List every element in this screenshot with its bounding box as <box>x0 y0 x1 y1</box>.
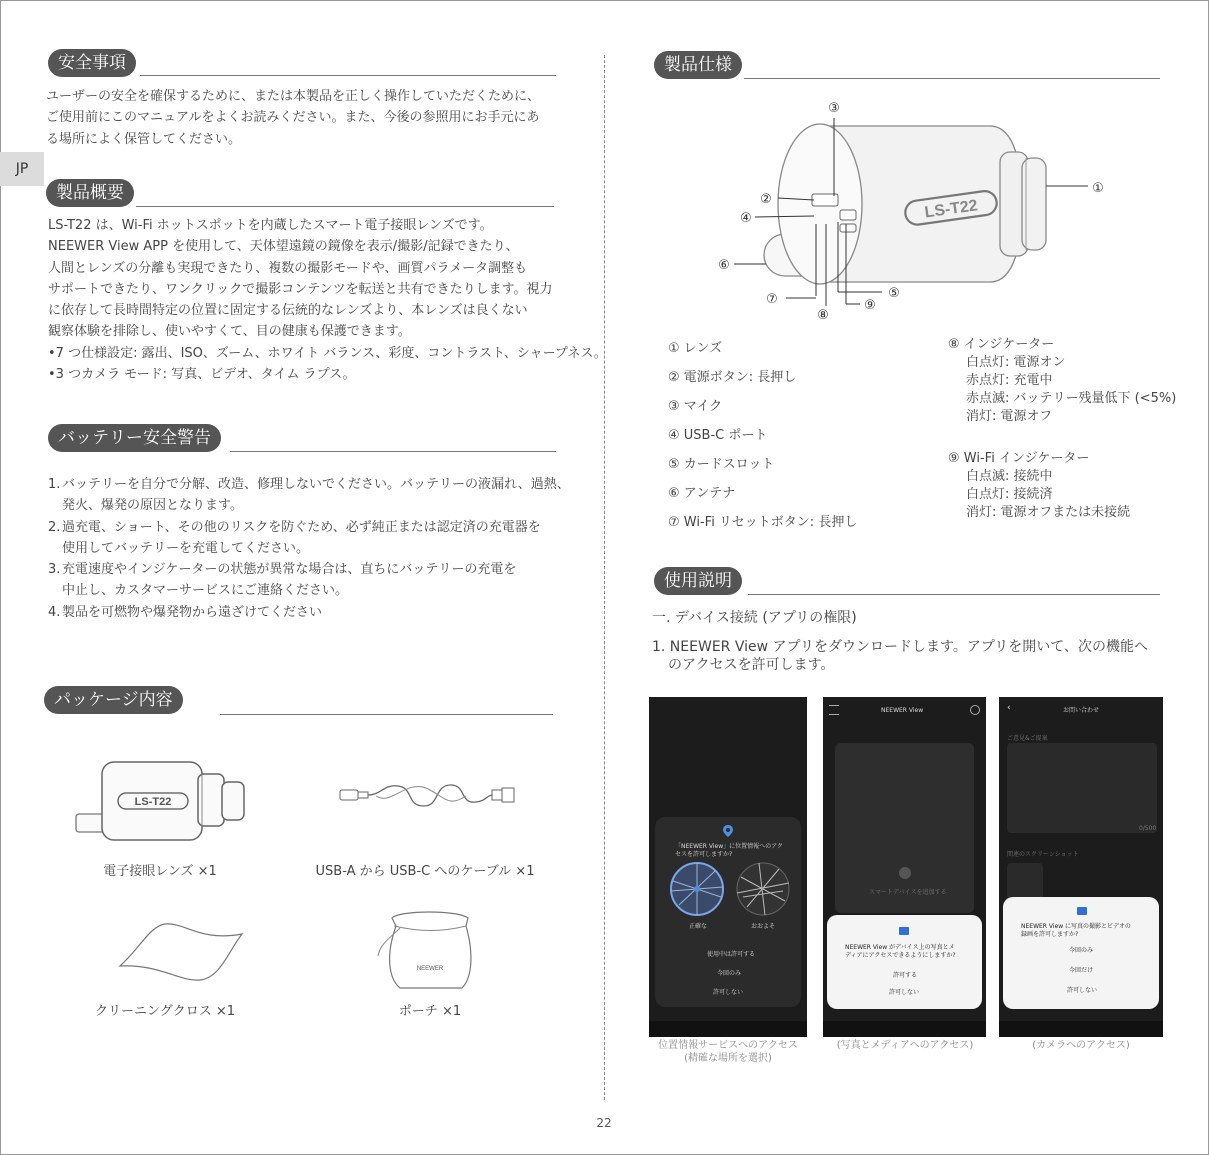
part-lens: ① レンズ <box>668 341 723 356</box>
allow-button[interactable]: 許可する <box>893 972 918 979</box>
page-number: 22 <box>596 1116 612 1130</box>
caption-media: (写真とメディアへのアクセス) <box>836 1040 974 1051</box>
add-device-icon <box>899 867 911 879</box>
battery-item-3: 3. 充電速度やインジケーターの状態が異常な場合は、直ちにバッテリーの充電を 中止し、カスタマーサービスにご連絡ください。 <box>48 562 517 599</box>
approximate-map-icon[interactable] <box>735 861 791 917</box>
svg-text:⑤: ⑤ <box>888 286 900 301</box>
allow-once[interactable]: 今回のみ <box>717 970 742 977</box>
package-item-cable: USB-A から USB-C へのケーブル ×1 <box>315 864 535 879</box>
usage-step-1: 1. NEEWER View アプリをダウンロードします。アプリを開いて、次の機能へ のアクセスを許可します。 <box>652 639 1148 673</box>
svg-text:④: ④ <box>740 211 752 226</box>
svg-text:⑧: ⑧ <box>817 308 829 323</box>
allow-while-using[interactable]: 使用中は許可する <box>707 951 756 958</box>
battery-list <box>48 474 570 623</box>
overview-heading: 製品概要 <box>46 179 134 207</box>
column-divider <box>604 55 605 1100</box>
add-icon[interactable] <box>970 705 980 715</box>
phone-screen-media: NEEWER View スマートデバイスを追加する NEEWER View がデバイス上の写真とメ ディアにアクセスできるようにしますか? 許可する 許可しない <box>823 697 986 1037</box>
battery-heading: バッテリー安全警告 <box>48 424 221 452</box>
deny[interactable]: 許可しない <box>1067 987 1098 994</box>
camera-dialog: NEEWER View に写真の撮影とビデオの 録画を許可しますか? 今回のみ 今回だけ 許可しない <box>1003 897 1159 1009</box>
pouch-illustration <box>370 904 490 994</box>
deny[interactable]: 許可しない <box>713 989 744 996</box>
caption-camera: (カメラへのアクセス) <box>1032 1040 1130 1051</box>
usage-subtitle: 一. デバイス接続 (アプリの権限) <box>652 610 857 626</box>
feedback-textarea[interactable] <box>1007 743 1157 833</box>
svg-text:③: ③ <box>828 101 840 116</box>
part-mic: ③ マイク <box>668 399 723 414</box>
package-rule <box>220 714 553 715</box>
svg-text:⑥: ⑥ <box>718 258 730 273</box>
location-dialog: 「NEEWER View」に位置情報へのアク セスを許可しますか? 正確な おおよそ 使用中は許可する 今回のみ 許可しない <box>655 817 801 1007</box>
back-icon[interactable]: ‹ <box>1007 703 1011 713</box>
package-heading: パッケージ内容 <box>44 686 183 714</box>
only-now[interactable]: 今回だけ <box>1069 967 1094 974</box>
parts-list <box>668 339 857 542</box>
usage-rule <box>748 594 1160 595</box>
android-nav-bar <box>649 1021 807 1037</box>
app-title: NEEWER View <box>881 707 924 714</box>
phone-screen-camera: ‹ お問い合わせ ご意見&ご提案 0/500 関連のスクリーンショット NEEWER View に写真の撮影とビデオの 録画を許可しますか? 今回のみ 今回だけ 許可しない <box>999 697 1163 1037</box>
part-usbc-port: ④ USB-C ポート <box>668 428 768 443</box>
safety-text: ユーザーの安全を確保するために、または本製品を正しく操作していただくために、 ご使用前にこのマニュアルをよくお読みください。また、今後の参照用にお手元にあ る場所によく保管してください。 <box>46 89 541 147</box>
battery-item-2: 2. 過充電、ショート、その他のリスクを防ぐため、必ず純正または認定済の充電器を 使用してバッテリーを充電してください。 <box>48 519 541 556</box>
part-power-button: ② 電源ボタン: 長押し <box>668 370 797 385</box>
svg-text:NEEWER: NEEWER <box>416 966 444 972</box>
caption-location: 位置情報サービスへのアクセス (精確な場所を選択) <box>658 1040 798 1064</box>
specs-rule <box>744 78 1160 79</box>
svg-text:⑨: ⑨ <box>864 298 876 313</box>
deny-button[interactable]: 許可しない <box>889 989 920 996</box>
cleaning-cloth-illustration <box>110 918 250 988</box>
overview-text: LS-T22 は、Wi-Fi ホットスポットを内蔵したスマート電子接眼レンズです。 NEEWER View APP を使用して、天体望遠鏡の鏡像を表示/撮影/記録できたり、 人間とレンズの分離も実現できたり、複数の撮影モードや、画質パラメータ調整も サポートできたり、ワンクリックで撮影コンテンツを転送と共有できたりします。視力 に依存して長時間特定の位置に固定する伝統的なレンズより、本レンズは良くない 観察体験を排除し、使いやすくて、目の健康も保護できます。 •7 つ仕様設定: 露出、ISO、ズーム、ホワイト バランス、彩度、コントラスト、シャープネス。 •3 つカメラ モード: 写真、ビデオ、タイム ラプス。 <box>48 218 607 383</box>
this-time-only[interactable]: 今回のみ <box>1069 947 1094 954</box>
menu-icon[interactable] <box>829 705 839 715</box>
svg-text:①: ① <box>1092 181 1104 196</box>
camera-icon <box>1077 907 1087 915</box>
precise-map-icon[interactable] <box>669 861 725 917</box>
usb-cable-illustration <box>336 776 516 816</box>
svg-text:⑦: ⑦ <box>766 292 778 307</box>
svg-text:②: ② <box>760 192 772 207</box>
part-card-slot: ⑤ カードスロット <box>668 457 775 472</box>
svg-text:LS-T22: LS-T22 <box>134 796 172 808</box>
battery-item-1: 1. バッテリーを自分で分解、改造、修理しないでください。バッテリーの液漏れ、過熱、 発火、爆発の原因となります。 <box>48 477 570 514</box>
safety-heading: 安全事項 <box>48 49 136 77</box>
usage-heading: 使用説明 <box>654 567 742 595</box>
battery-item-4: 4. 製品を可燃物や爆発物から遠ざけてください <box>48 604 323 620</box>
media-dialog: NEEWER View がデバイス上の写真とメ ディアにアクセスできるようにしますか? 許可する 許可しない <box>827 915 982 1009</box>
overview-rule <box>136 206 554 207</box>
specs-heading: 製品仕様 <box>654 51 742 79</box>
device-diagram <box>700 96 1120 326</box>
svg-text:LS-T22: LS-T22 <box>923 197 979 222</box>
eyepiece-illustration <box>70 756 250 846</box>
indicator-8: ⑧ インジケーター 白点灯: 電源オン 赤点灯: 充電中 赤点滅: バッテリー残量低下 (<5%) 消灯: 電源オフ <box>948 337 1177 424</box>
phone-screen-location <box>649 697 807 1037</box>
android-nav-bar <box>823 1021 986 1037</box>
add-screenshot-button[interactable] <box>1007 863 1043 899</box>
part-wifi-reset: ⑦ Wi-Fi リセットボタン: 長押し <box>668 515 858 530</box>
battery-rule <box>230 451 556 452</box>
safety-rule <box>140 75 556 76</box>
language-tab: JP <box>0 152 44 186</box>
package-item-pouch: ポーチ ×1 <box>398 1004 462 1019</box>
package-item-cloth: クリーニングクロス ×1 <box>94 1004 236 1019</box>
package-item-eyepiece: 電子接眼レンズ ×1 <box>103 864 217 879</box>
folder-icon <box>899 927 909 935</box>
android-nav-bar <box>999 1021 1163 1037</box>
part-antenna: ⑥ アンテナ <box>668 486 736 501</box>
indicator-9: ⑨ Wi-Fi インジケーター 白点滅: 接続中 白点灯: 接続済 消灯: 電源オフまたは未接続 <box>948 451 1131 520</box>
location-pin-icon <box>723 825 733 837</box>
